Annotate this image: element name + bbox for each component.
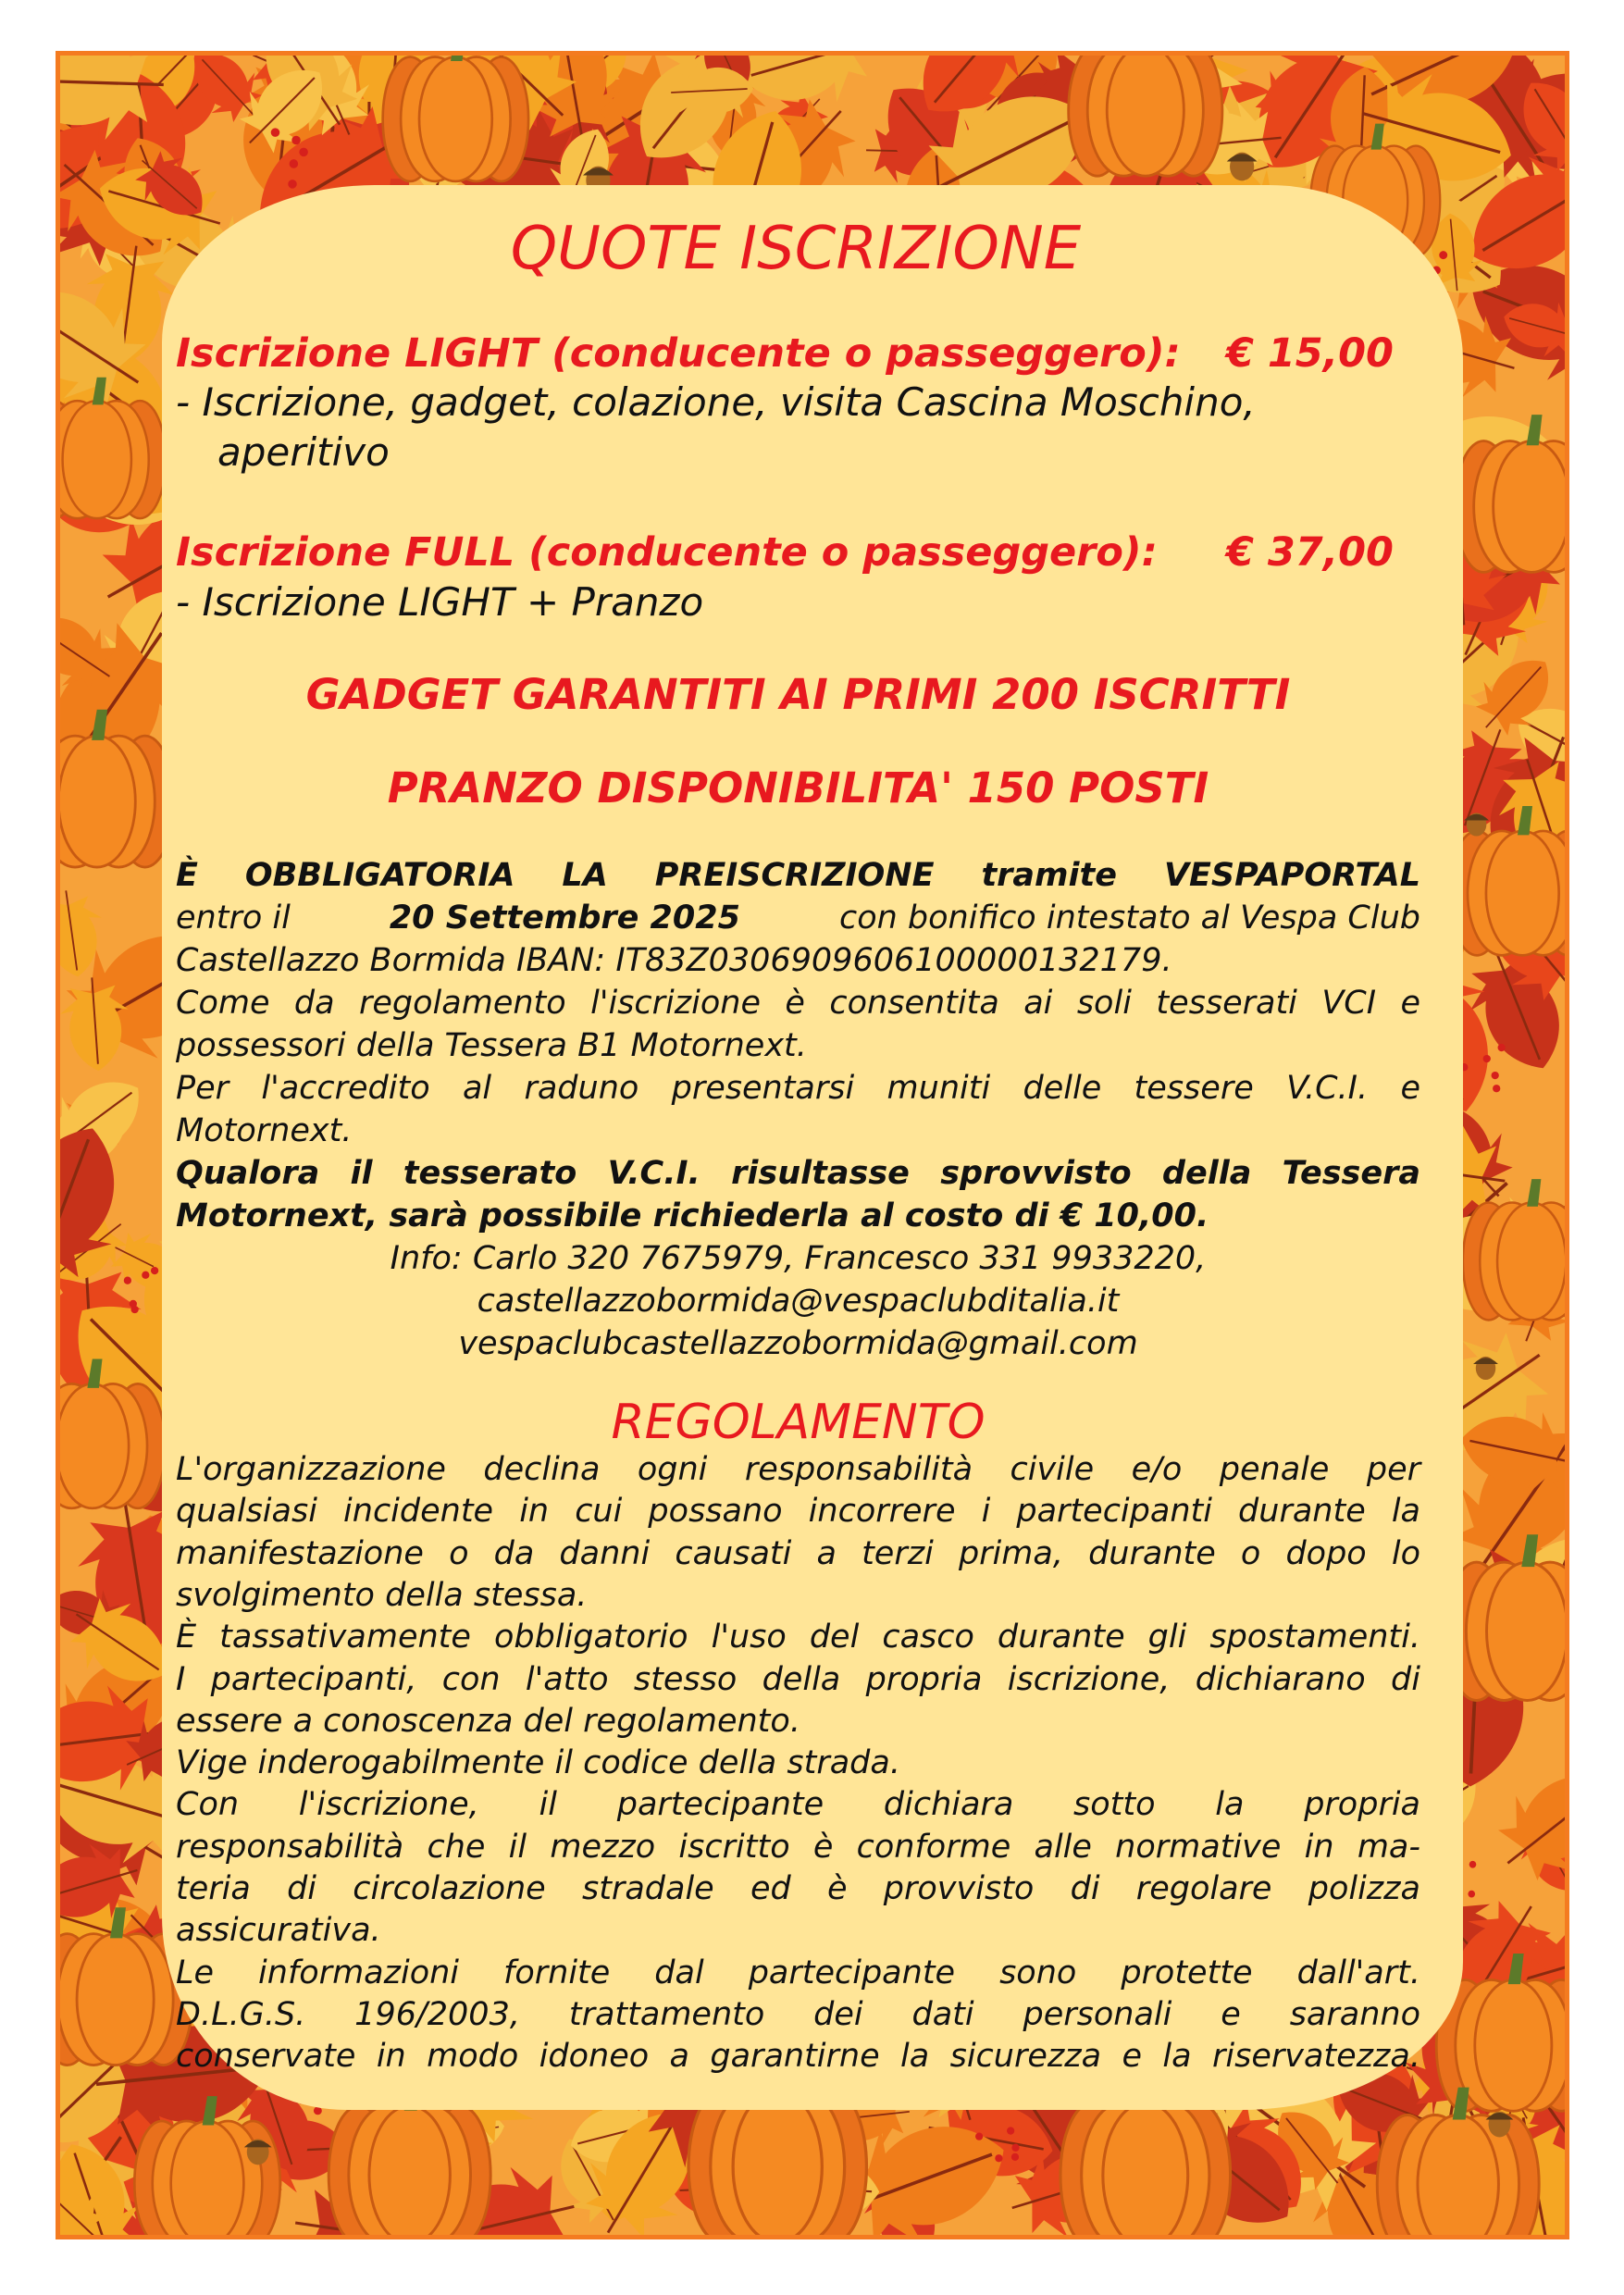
full-description: - Iscrizione LIGHT + Pranzo bbox=[176, 579, 704, 625]
lunch-notice: PRANZO DISPONIBILITA' 150 POSTI bbox=[387, 763, 1209, 813]
regolamento-line: assicurativa. bbox=[176, 1912, 381, 1950]
berry-decoration bbox=[142, 1272, 149, 1279]
berry-decoration bbox=[1439, 251, 1447, 259]
berry-decoration bbox=[1493, 1085, 1500, 1092]
email-club: castellazzobormida@vespaclubditalia.it bbox=[477, 1283, 1120, 1320]
preregistration-line-2-c: con bonifico intestato al Vespa Club bbox=[838, 899, 1420, 937]
full-label: Iscrizione FULL (conducente o passeggero): bbox=[176, 529, 1158, 576]
regolamento-line: manifestazione o da danni causati a terzi prima, durante o dopo lo bbox=[176, 1534, 1420, 1572]
regolamento-line: L'organizzazione declina ogni responsabilità civile e/o penale per bbox=[176, 1451, 1420, 1488]
light-description: - Iscrizione, gadget, colazione, visita Cascina Moschino, bbox=[176, 379, 1256, 425]
berry-decoration bbox=[1469, 1861, 1477, 1868]
deadline-date: 20 Settembre 2025 bbox=[389, 899, 740, 937]
berry-decoration bbox=[1492, 1072, 1499, 1079]
regolamento-line: D.L.G.S. 196/2003, trattamento dei dati personali e saranno bbox=[176, 1995, 1420, 2033]
light-price: € 15,00 bbox=[1226, 330, 1394, 377]
berry-decoration bbox=[1483, 1055, 1491, 1062]
regolamento-line: Vige inderogabilmente il codice della strada. bbox=[176, 1744, 900, 1782]
preregistration-line-2-a: entro il bbox=[176, 899, 291, 937]
light-label: Iscrizione LIGHT (conducente o passeggero): bbox=[176, 330, 1181, 377]
regolamento-line: conservate in modo idoneo a garantirne la sicurezza e la riservatezza. bbox=[176, 2038, 1420, 2076]
iban-line: Castellazzo Bormida IBAN: IT83Z0306909606100000132179. bbox=[176, 942, 1172, 979]
regolamento-line: qualsiasi incidente in cui possano incorrere i partecipanti durante la bbox=[176, 1493, 1420, 1531]
regolamento-line: Le informazioni fornite dal partecipante sono protette dall'art. bbox=[176, 1954, 1420, 1991]
motornext-line-2: Motornext, sarà possibile richiederla al costo di € 10,00. bbox=[176, 1197, 1209, 1234]
regolamento-line: Con l'iscrizione, il partecipante dichiara sotto la propria bbox=[176, 1786, 1420, 1824]
regolamento-line: teria di circolazione stradale ed è provvisto di regolare polizza bbox=[176, 1870, 1420, 1907]
regolamento-line: I partecipanti, con l'atto stesso della propria iscrizione, dichiarano di bbox=[176, 1660, 1420, 1698]
regolamento-line: svolgimento della stessa. bbox=[176, 1576, 588, 1614]
regolamento-title: REGOLAMENTO bbox=[611, 1395, 986, 1450]
regolamento-line: essere a conoscenza del regolamento. bbox=[176, 1702, 800, 1740]
membership-line-1: Come da regolamento l'iscrizione è consentita ai soli tesserati VCI e bbox=[176, 985, 1420, 1022]
gadget-notice: GADGET GARANTITI AI PRIMI 200 ISCRITTI bbox=[305, 670, 1291, 719]
accreditation-line-1: Per l'accredito al raduno presentarsi muniti delle tessere V.C.I. e bbox=[176, 1070, 1420, 1107]
contact-info: Info: Carlo 320 7675979, Francesco 331 9933220, bbox=[390, 1240, 1207, 1277]
preregistration-line-2 bbox=[176, 899, 1420, 937]
accreditation-line-2: Motornext. bbox=[176, 1112, 353, 1149]
berry-decoration bbox=[130, 1306, 138, 1313]
berry-decoration bbox=[124, 1277, 131, 1284]
email-gmail: vespaclubcastellazzobormida@gmail.com bbox=[458, 1325, 1138, 1362]
membership-line-2: possessori della Tessera B1 Motornext. bbox=[176, 1027, 807, 1064]
regolamento-line: responsabilità che il mezzo iscritto è conforme alle normative in ma- bbox=[176, 1828, 1420, 1866]
preregistration-line-1: È OBBLIGATORIA LA PREISCRIZIONE tramite VESPAPORTAL bbox=[176, 857, 1420, 894]
light-description-cont: aperitivo bbox=[217, 429, 390, 475]
page-title: QUOTE ISCRIZIONE bbox=[510, 215, 1082, 283]
berry-decoration bbox=[1498, 1044, 1506, 1051]
berry-decoration bbox=[1468, 1891, 1475, 1898]
full-price: € 37,00 bbox=[1226, 529, 1394, 576]
motornext-line-1: Qualora il tesserato V.C.I. risultasse sprovvisto della Tessera bbox=[176, 1155, 1420, 1192]
berry-decoration bbox=[151, 1267, 158, 1274]
regolamento-line: È tassativamente obbligatorio l'uso del casco durante gli spostamenti. bbox=[176, 1619, 1420, 1656]
flyer-content bbox=[176, 0, 1425, 2295]
